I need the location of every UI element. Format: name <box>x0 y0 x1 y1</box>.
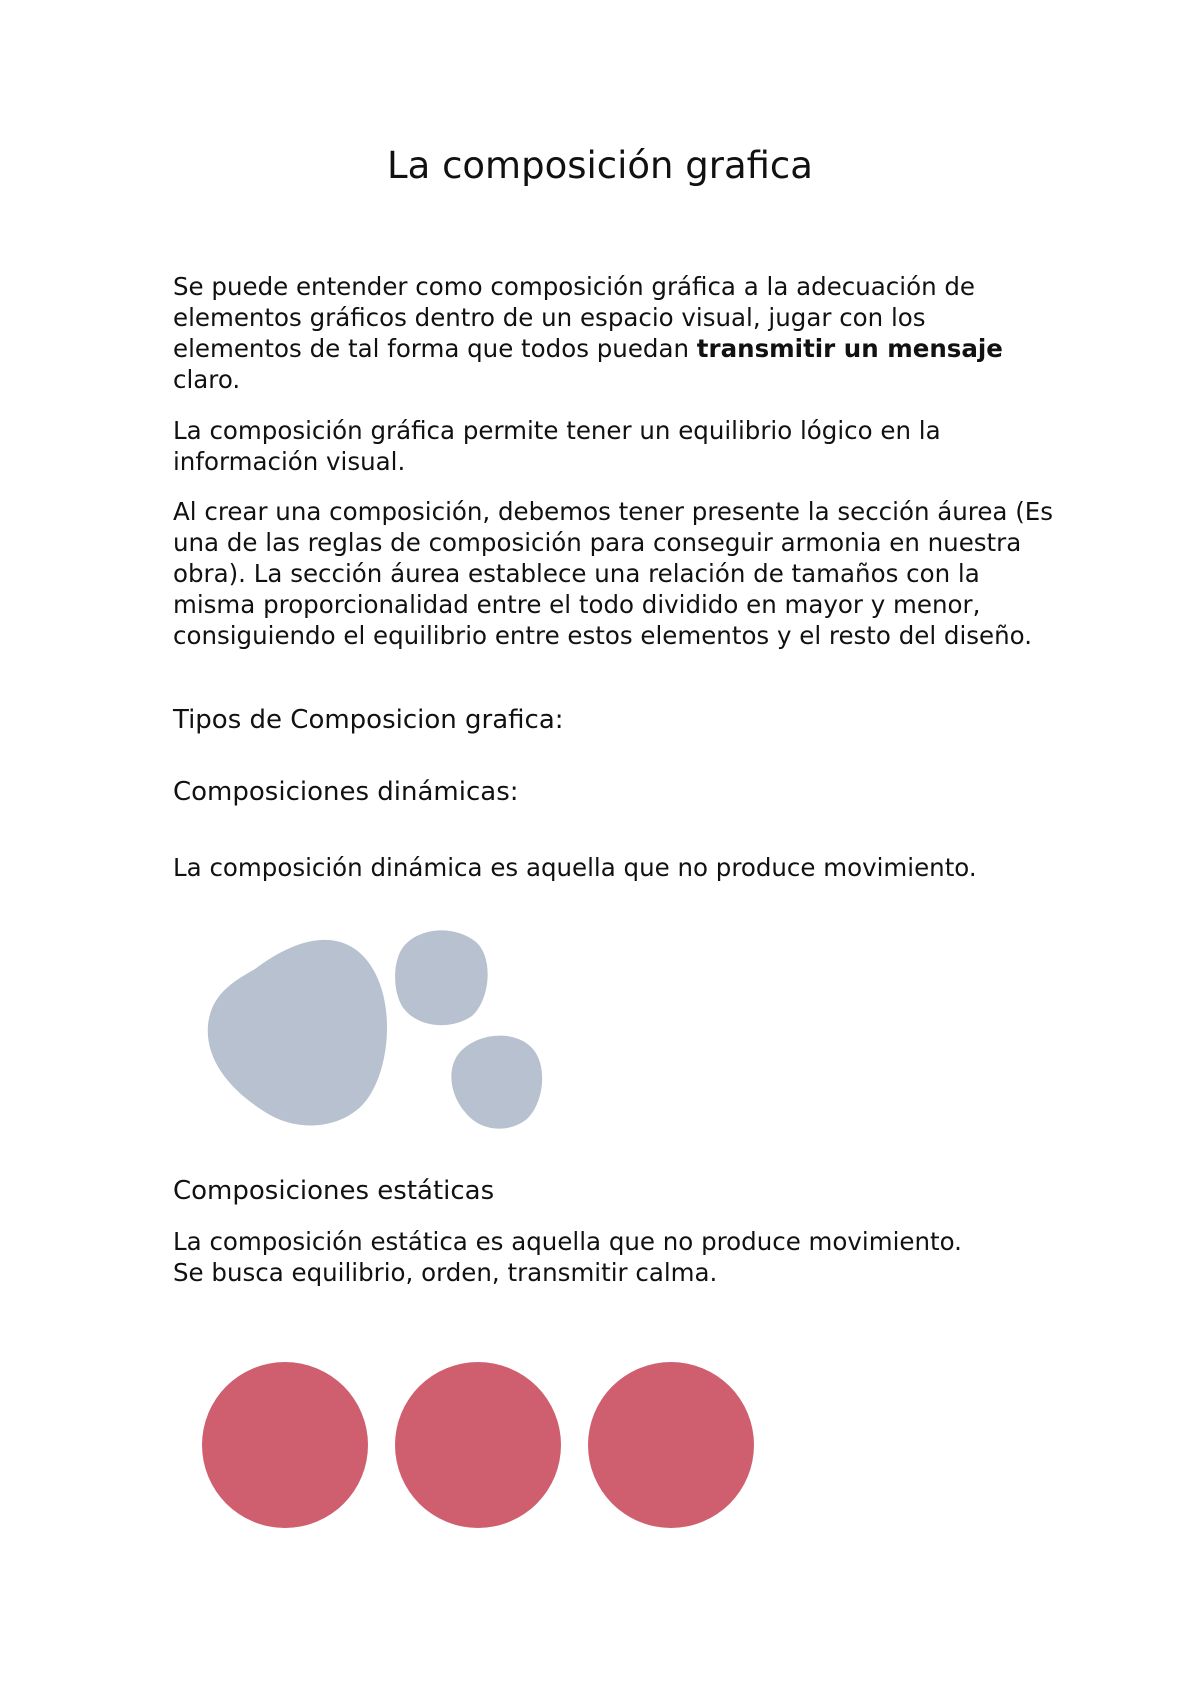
static-description-line-2: Se busca equilibrio, orden, transmitir calma. <box>173 1258 718 1287</box>
intro-paragraph <box>173 271 1053 395</box>
dynamic-heading: Composiciones dinámicas: <box>173 777 519 807</box>
golden-section-paragraph: Al crear una composición, debemos tener presente la sección áurea (Es una de las reglas de composición para conseguir armonia en nuestra obra). La sección áurea establece una relación de tamaños con la misma proporcionalidad entre el todo dividido en mayor y menor, consiguiendo el equilibrio entre estos elementos y el resto del diseño. <box>173 497 1054 650</box>
balance-paragraph: La composición gráfica permite tener un equilibrio lógico en la información visual. <box>173 416 941 476</box>
dynamic-description: La composición dinámica es aquella que no produce movimiento. <box>173 853 977 882</box>
static-circle-3 <box>588 1362 754 1528</box>
dynamic-large-blob <box>208 940 387 1126</box>
dynamic-composition-illustration <box>208 930 542 1128</box>
static-description <box>173 1226 1053 1288</box>
types-heading: Tipos de Composicion grafica: <box>173 705 564 735</box>
intro-text-bold: transmitir un mensaje <box>696 334 1003 363</box>
static-circle-2 <box>395 1362 561 1528</box>
static-composition-illustration <box>202 1362 754 1528</box>
static-circle-1 <box>202 1362 368 1528</box>
page-title: La composición grafica <box>387 144 813 187</box>
dynamic-small-blob-bottom <box>451 1036 542 1129</box>
dynamic-small-blob-top <box>395 930 488 1025</box>
intro-text-end: claro. <box>173 365 241 394</box>
static-description-line-1: La composición estática es aquella que no produce movimiento. <box>173 1227 962 1256</box>
static-heading: Composiciones estáticas <box>173 1176 495 1206</box>
intro-text-start: Se puede entender como composición gráfica a la adecuación de elementos gráficos dentro de un espacio visual, jugar con los elementos de tal forma que todos puedan <box>173 272 976 363</box>
